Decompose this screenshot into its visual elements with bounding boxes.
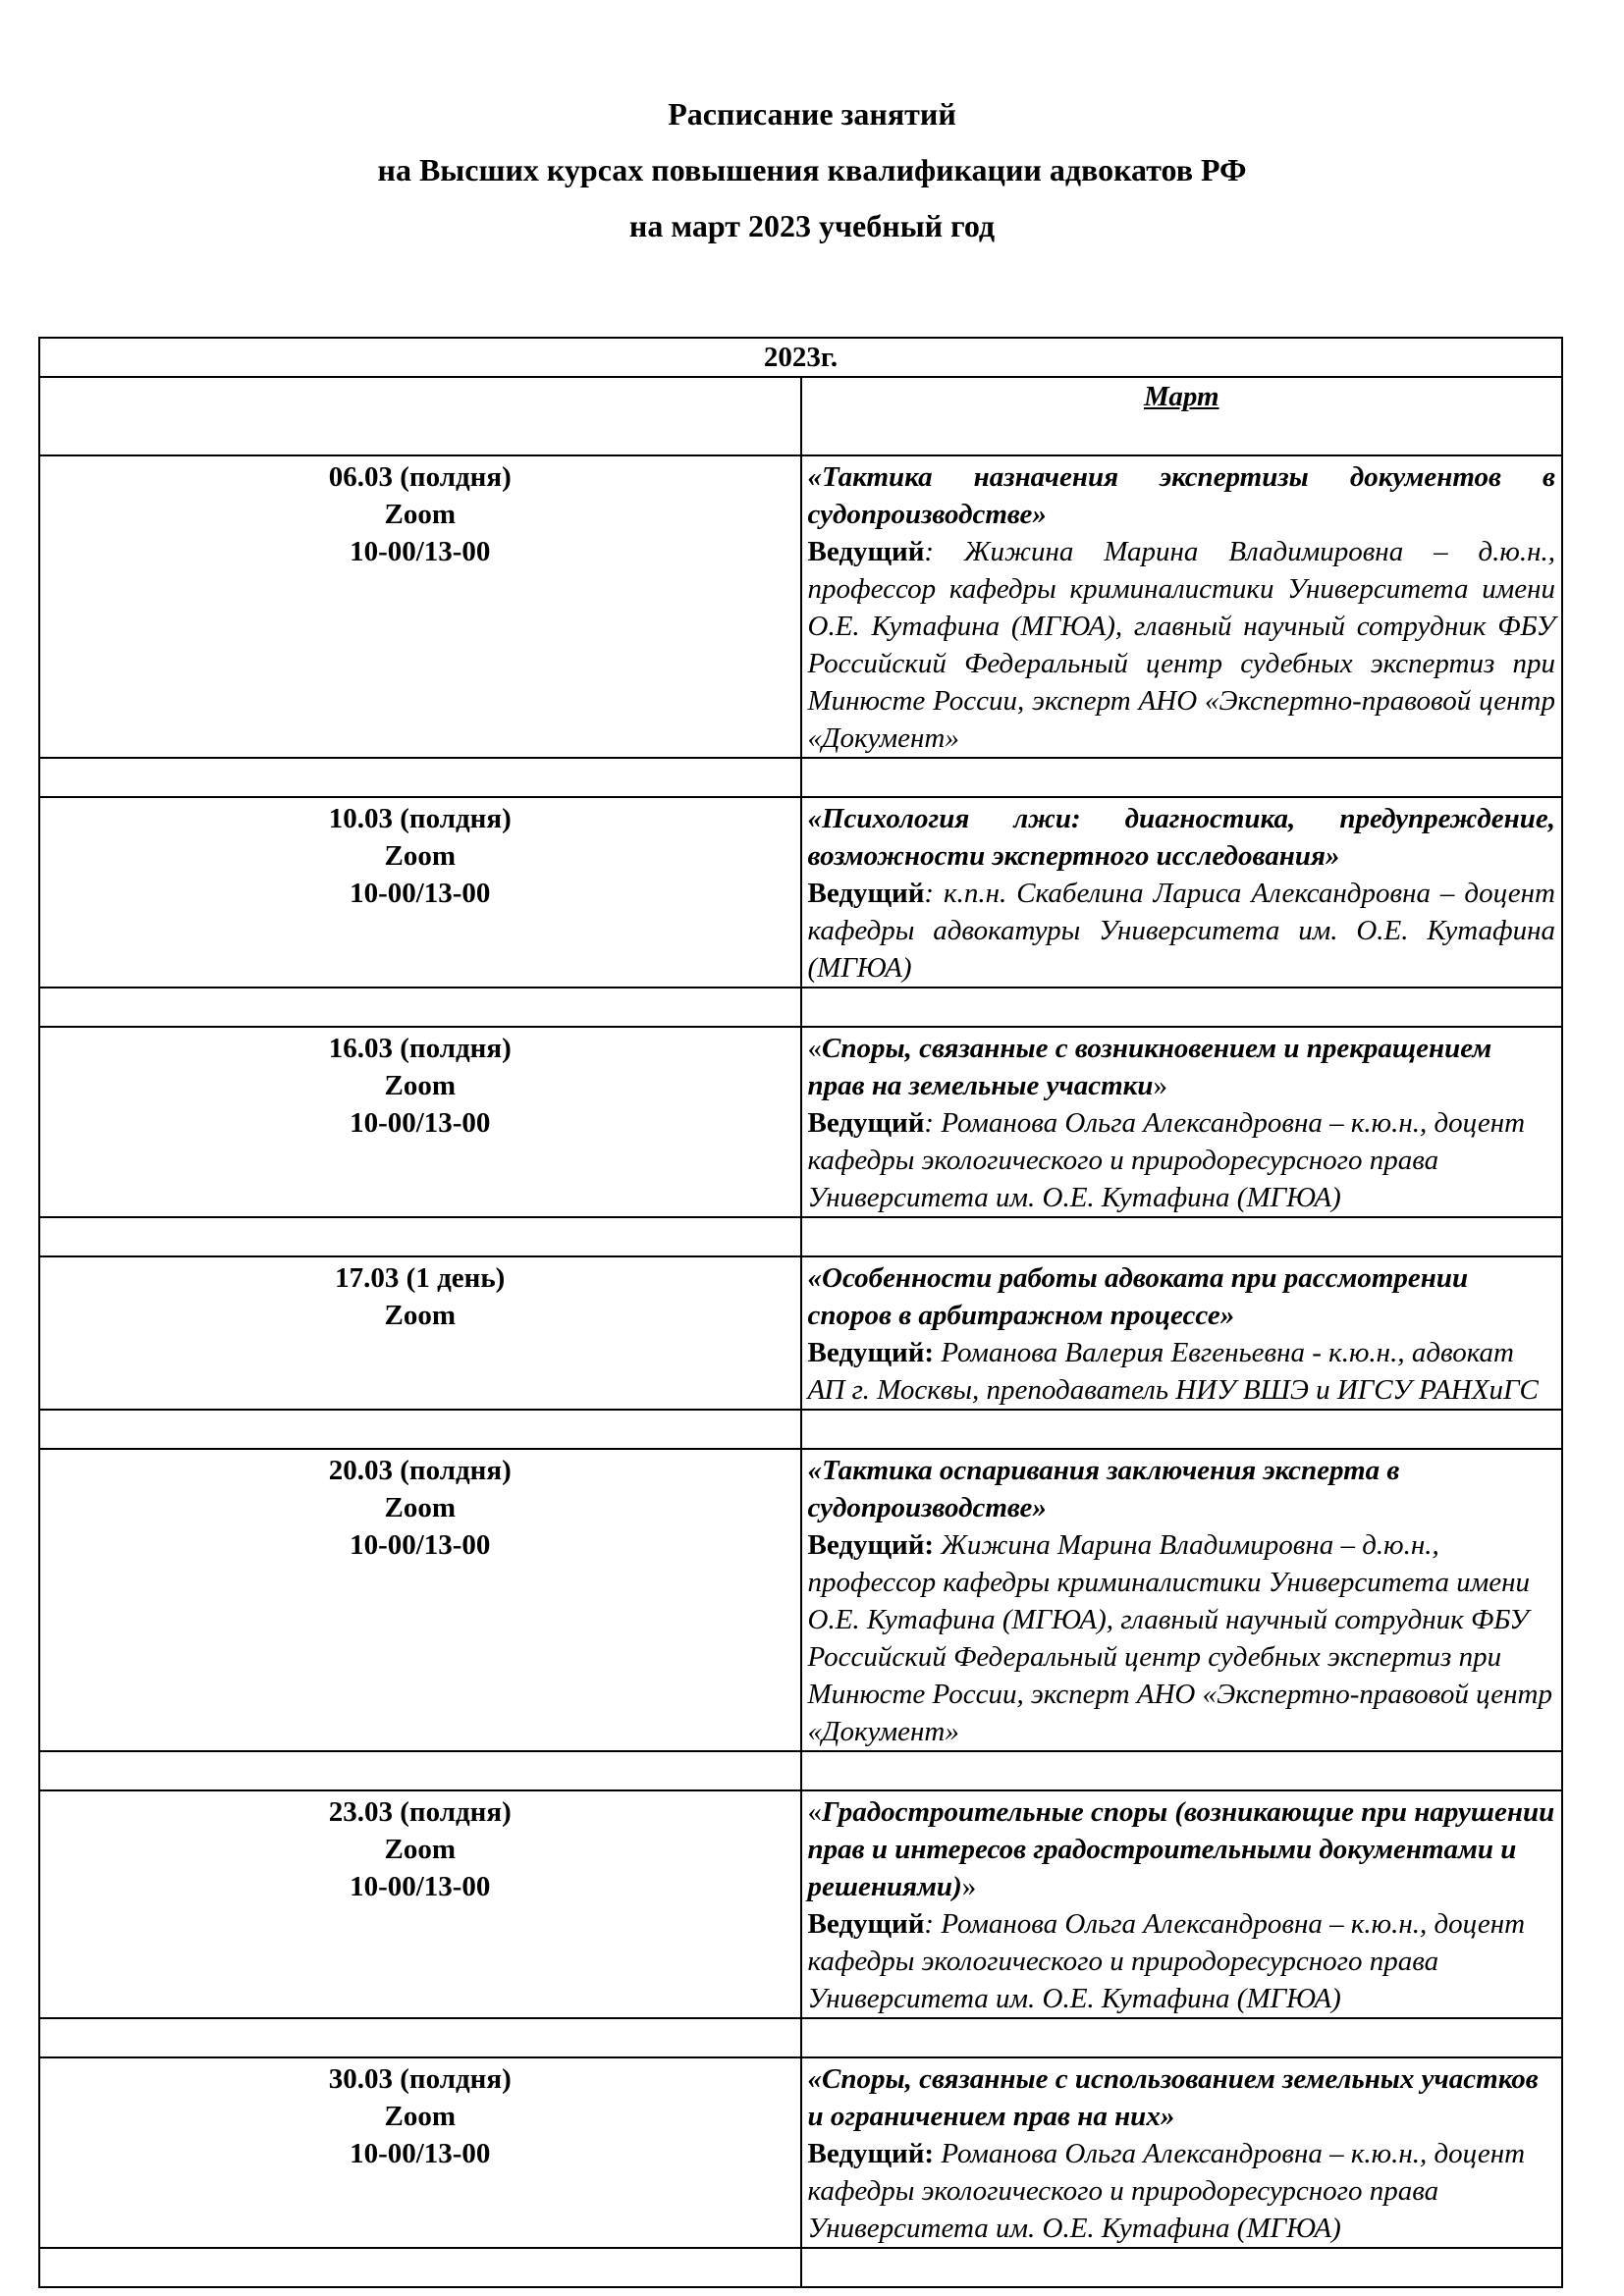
event-date: 20.03 (полдня) <box>328 1455 512 1486</box>
event-date: 23.03 (полдня) <box>328 1796 512 1828</box>
spacer-row <box>39 988 1562 1027</box>
date-cell <box>39 1449 801 1751</box>
topic-open-quote: « <box>807 1033 822 1064</box>
lead-text: : к.п.н. Скабелина Лариса Александровна – доцент кафедры адвокатуры Университета им. О.Е. Кутафина (МГЮА) <box>807 878 1555 984</box>
topic-cell <box>801 1449 1563 1751</box>
spacer-row <box>39 1410 1562 1449</box>
event-platform: Zoom <box>384 2101 456 2132</box>
event-topic: «Психология лжи: диагностика, предупреждение, возможности экспертного исследования» <box>807 803 1555 872</box>
lead-label: Ведущий <box>807 878 925 909</box>
date-cell <box>39 1027 801 1217</box>
lead-label: Ведущий: <box>807 1529 935 1561</box>
lead-text: Жижина Марина Владимировна – д.ю.н., профессор кафедры криминалистики Университета имени О.Е. Кутафина (МГЮА), главный научный сотрудник ФБУ Российский Федеральный центр судебных экспертиз при Минюсте России, эксперт АНО «Экспертно-правовой центр «Документ» <box>807 1529 1552 1747</box>
title-line-3: на март 2023 учебный год <box>628 208 996 243</box>
schedule-row <box>39 1256 1562 1410</box>
event-topic: Градостроительные споры (возникающие при нарушении прав и интересов градостроительными документами и решениями) <box>807 1796 1555 1902</box>
month-cell <box>801 377 1563 455</box>
schedule-row <box>39 797 1562 988</box>
date-cell <box>39 1790 801 2018</box>
topic-cell <box>801 797 1563 988</box>
event-date: 06.03 (полдня) <box>328 461 512 493</box>
lead-label: Ведущий <box>807 1107 925 1139</box>
year-cell: 2023г. <box>39 338 1562 377</box>
schedule-row <box>39 1027 1562 1217</box>
topic-cell <box>801 1027 1563 1217</box>
topic-cell <box>801 1790 1563 2018</box>
month-label: Март <box>1143 381 1219 412</box>
schedule-table <box>38 337 1563 2288</box>
topic-open-quote: « <box>807 1796 822 1828</box>
lead-text: Романова Ольга Александровна – к.ю.н., доцент кафедры экологического и природоресурсного права Университета им. О.Е. Кутафина (МГЮА) <box>807 2138 1526 2244</box>
spacer-row <box>39 2018 1562 2057</box>
topic-close-quote: » <box>1153 1070 1167 1101</box>
topic-cell <box>801 2057 1563 2248</box>
lead-text: : Романова Ольга Александровна – к.ю.н., доцент кафедры экологического и природоресурсного права Университета им. О.Е. Кутафина (МГЮА) <box>807 1107 1526 1213</box>
month-row <box>39 377 1562 455</box>
lead-text: Романова Валерия Евгеньевна - к.ю.н., адвокат АП г. Москвы, преподаватель НИУ ВШЭ и ИГСУ РАНХиГС <box>807 1337 1539 1406</box>
event-date: 17.03 (1 день) <box>335 1262 506 1294</box>
schedule-row <box>39 2057 1562 2248</box>
lead-label: Ведущий <box>807 536 925 567</box>
event-platform: Zoom <box>384 1492 456 1523</box>
year-row <box>39 338 1562 377</box>
event-topic: «Тактика оспаривания заключения эксперта в судопроизводстве» <box>807 1455 1400 1523</box>
month-empty-cell <box>39 377 801 455</box>
date-cell <box>39 2057 801 2248</box>
event-date: 10.03 (полдня) <box>328 803 512 834</box>
event-topic: Споры, связанные с возникновением и прекращением прав на земельные участки <box>807 1033 1492 1101</box>
schedule-row <box>39 1790 1562 2018</box>
event-time: 10-00/13-00 <box>350 1107 491 1139</box>
date-cell <box>39 455 801 758</box>
lead-label: Ведущий <box>807 1908 925 1940</box>
event-platform: Zoom <box>384 1300 456 1331</box>
event-platform: Zoom <box>384 499 456 530</box>
lead-label: Ведущий: <box>807 2138 935 2169</box>
date-cell <box>39 797 801 988</box>
spacer-row <box>39 1751 1562 1790</box>
title-line-1: Расписание занятий <box>668 96 956 132</box>
event-time: 10-00/13-00 <box>350 1871 491 1902</box>
title-line-2: на Высших курсах повышения квалификации адвокатов РФ <box>377 152 1247 187</box>
topic-cell <box>801 455 1563 758</box>
event-time: 10-00/13-00 <box>350 2138 491 2169</box>
schedule-row <box>39 455 1562 758</box>
topic-cell <box>801 1256 1563 1410</box>
event-topic: «Споры, связанные с использованием земельных участков и ограничением прав на них» <box>807 2063 1539 2132</box>
spacer-row <box>39 1217 1562 1256</box>
event-topic: «Тактика назначения экспертизы документов в судопроизводстве» <box>807 461 1555 530</box>
schedule-row <box>39 1449 1562 1751</box>
event-platform: Zoom <box>384 1070 456 1101</box>
lead-text: : Романова Ольга Александровна – к.ю.н., доцент кафедры экологического и природоресурсного права Университета им. О.Е. Кутафина (МГЮА) <box>807 1908 1526 2014</box>
event-topic: «Особенности работы адвоката при рассмотрении споров в арбитражном процессе» <box>807 1262 1469 1331</box>
lead-label: Ведущий: <box>807 1337 935 1368</box>
event-time: 10-00/13-00 <box>350 1529 491 1561</box>
spacer-row <box>39 2248 1562 2287</box>
event-time: 10-00/13-00 <box>350 536 491 567</box>
event-time: 10-00/13-00 <box>350 878 491 909</box>
spacer-row <box>39 758 1562 797</box>
document-title <box>0 86 1624 254</box>
event-platform: Zoom <box>384 840 456 872</box>
topic-close-quote: » <box>961 1871 977 1902</box>
event-date: 16.03 (полдня) <box>328 1033 512 1064</box>
event-date: 30.03 (полдня) <box>328 2063 512 2095</box>
lead-text: : Жижина Марина Владимировна – д.ю.н., профессор кафедры криминалистики Университета имени О.Е. Кутафина (МГЮА), главный научный сотрудник ФБУ Российский Федеральный центр судебных экспертиз при Минюсте России, эксперт АНО «Экспертно-правовой центр «Документ» <box>807 536 1555 754</box>
date-cell <box>39 1256 801 1410</box>
event-platform: Zoom <box>384 1834 456 1865</box>
